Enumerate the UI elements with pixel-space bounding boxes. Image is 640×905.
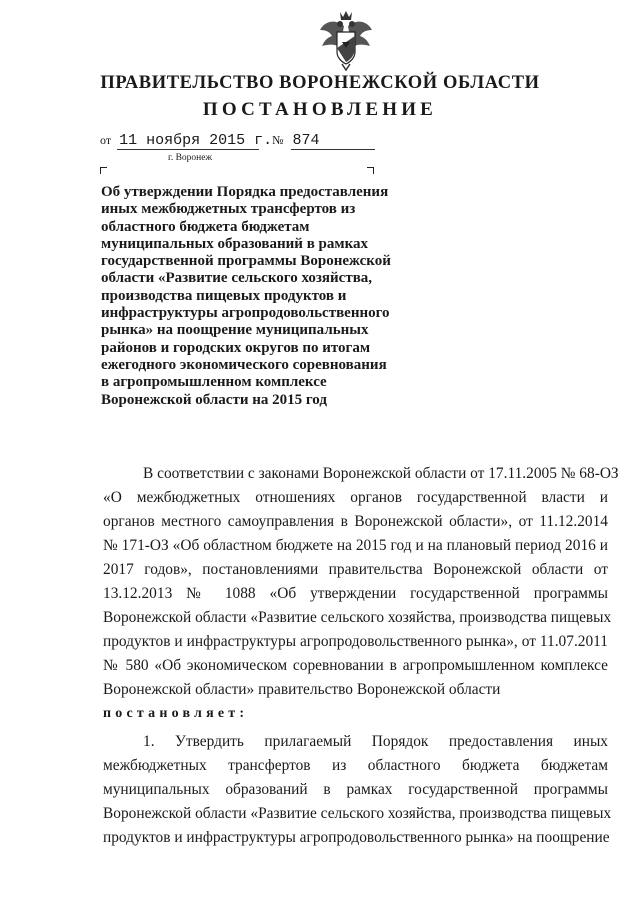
subject-line: области «Развитие сельского хозяйства, <box>101 270 373 287</box>
coat-of-arms-icon <box>318 8 374 72</box>
city-label: г. Воронеж <box>168 153 213 163</box>
resolves-label: постановляет: <box>103 706 249 721</box>
preamble-line: № 171-ОЗ «Об областном бюджете на 2015 год и на плановый период 2016 и <box>103 537 608 554</box>
subject-line: в агропромышленном комплексе <box>101 374 327 391</box>
preamble-line: № 580 «Об экономическом соревновании в агропромышленном комплексе <box>103 657 608 674</box>
number-value: 874 <box>291 132 375 150</box>
item-1-line: продуктов и инфраструктуры агропродовольственного рынка» на поощрение <box>103 829 610 846</box>
preamble-line: 2017 годов», постановлениями правительства Воронежской области от <box>103 561 608 578</box>
document-meta <box>100 132 375 154</box>
date-value: 11 ноября 2015 г. <box>119 132 273 149</box>
organization-title: ПРАВИТЕЛЬСТВО ВОРОНЕЖСКОЙ ОБЛАСТИ <box>100 73 540 93</box>
preamble-line: Воронежской области «Развитие сельского хозяйства, производства пищевых <box>103 609 612 626</box>
date-label: от <box>100 133 112 147</box>
subject-line: инфраструктуры агропродовольственного <box>101 305 390 322</box>
item-1-line: межбюджетных трансфертов из областного бюджета бюджетам <box>103 757 608 774</box>
preamble-line: органов местного самоуправления в Воронежской области», от 11.12.2014 <box>103 513 608 530</box>
subject-line: районов и городских округов по итогам <box>101 339 371 356</box>
subject-line: Об утверждении Порядка предоставления <box>101 184 389 200</box>
subject-line: рынка» на поощрение муниципальных <box>101 322 369 339</box>
subject-line: областного бюджета бюджетам <box>101 218 310 235</box>
subject-corner-left <box>100 167 107 174</box>
preamble-line: В соответствии с законами Воронежской области от 17.11.2005 № 68-ОЗ <box>143 465 619 482</box>
subject-line: Воронежской области на 2015 год <box>101 391 327 408</box>
subject-block <box>101 184 401 409</box>
item-1-line: Воронежской области «Развитие сельского хозяйства, производства пищевых <box>103 805 612 822</box>
subject-line: ежегодного экономического соревнования <box>101 356 387 373</box>
document-type: ПОСТАНОВЛЕНИЕ <box>202 99 438 120</box>
number-label: № <box>272 133 284 147</box>
preamble-line: «О межбюджетных отношениях органов государственной власти и <box>103 489 608 506</box>
subject-line: производства пищевых продуктов и <box>101 287 347 304</box>
subject-line: государственной программы Воронежской <box>101 253 391 270</box>
subject-line: иных межбюджетных трансфертов из <box>101 201 356 218</box>
item-1-line: 1. Утвердить прилагаемый Порядок предоставления иных <box>143 733 608 750</box>
item-1-line: муниципальных образований в рамках государственной программы <box>103 781 608 798</box>
subject-corner-right <box>367 167 374 174</box>
preamble-line: 13.12.2013 № 1088 «Об утверждении государственной программы <box>103 585 608 602</box>
preamble-line: продуктов и инфраструктуры агропродовольственного рынка», от 11.07.2011 <box>103 633 608 650</box>
subject-line: муниципальных образований в рамках <box>101 235 369 252</box>
preamble-line: Воронежской области» правительство Воронежской области <box>103 681 501 698</box>
